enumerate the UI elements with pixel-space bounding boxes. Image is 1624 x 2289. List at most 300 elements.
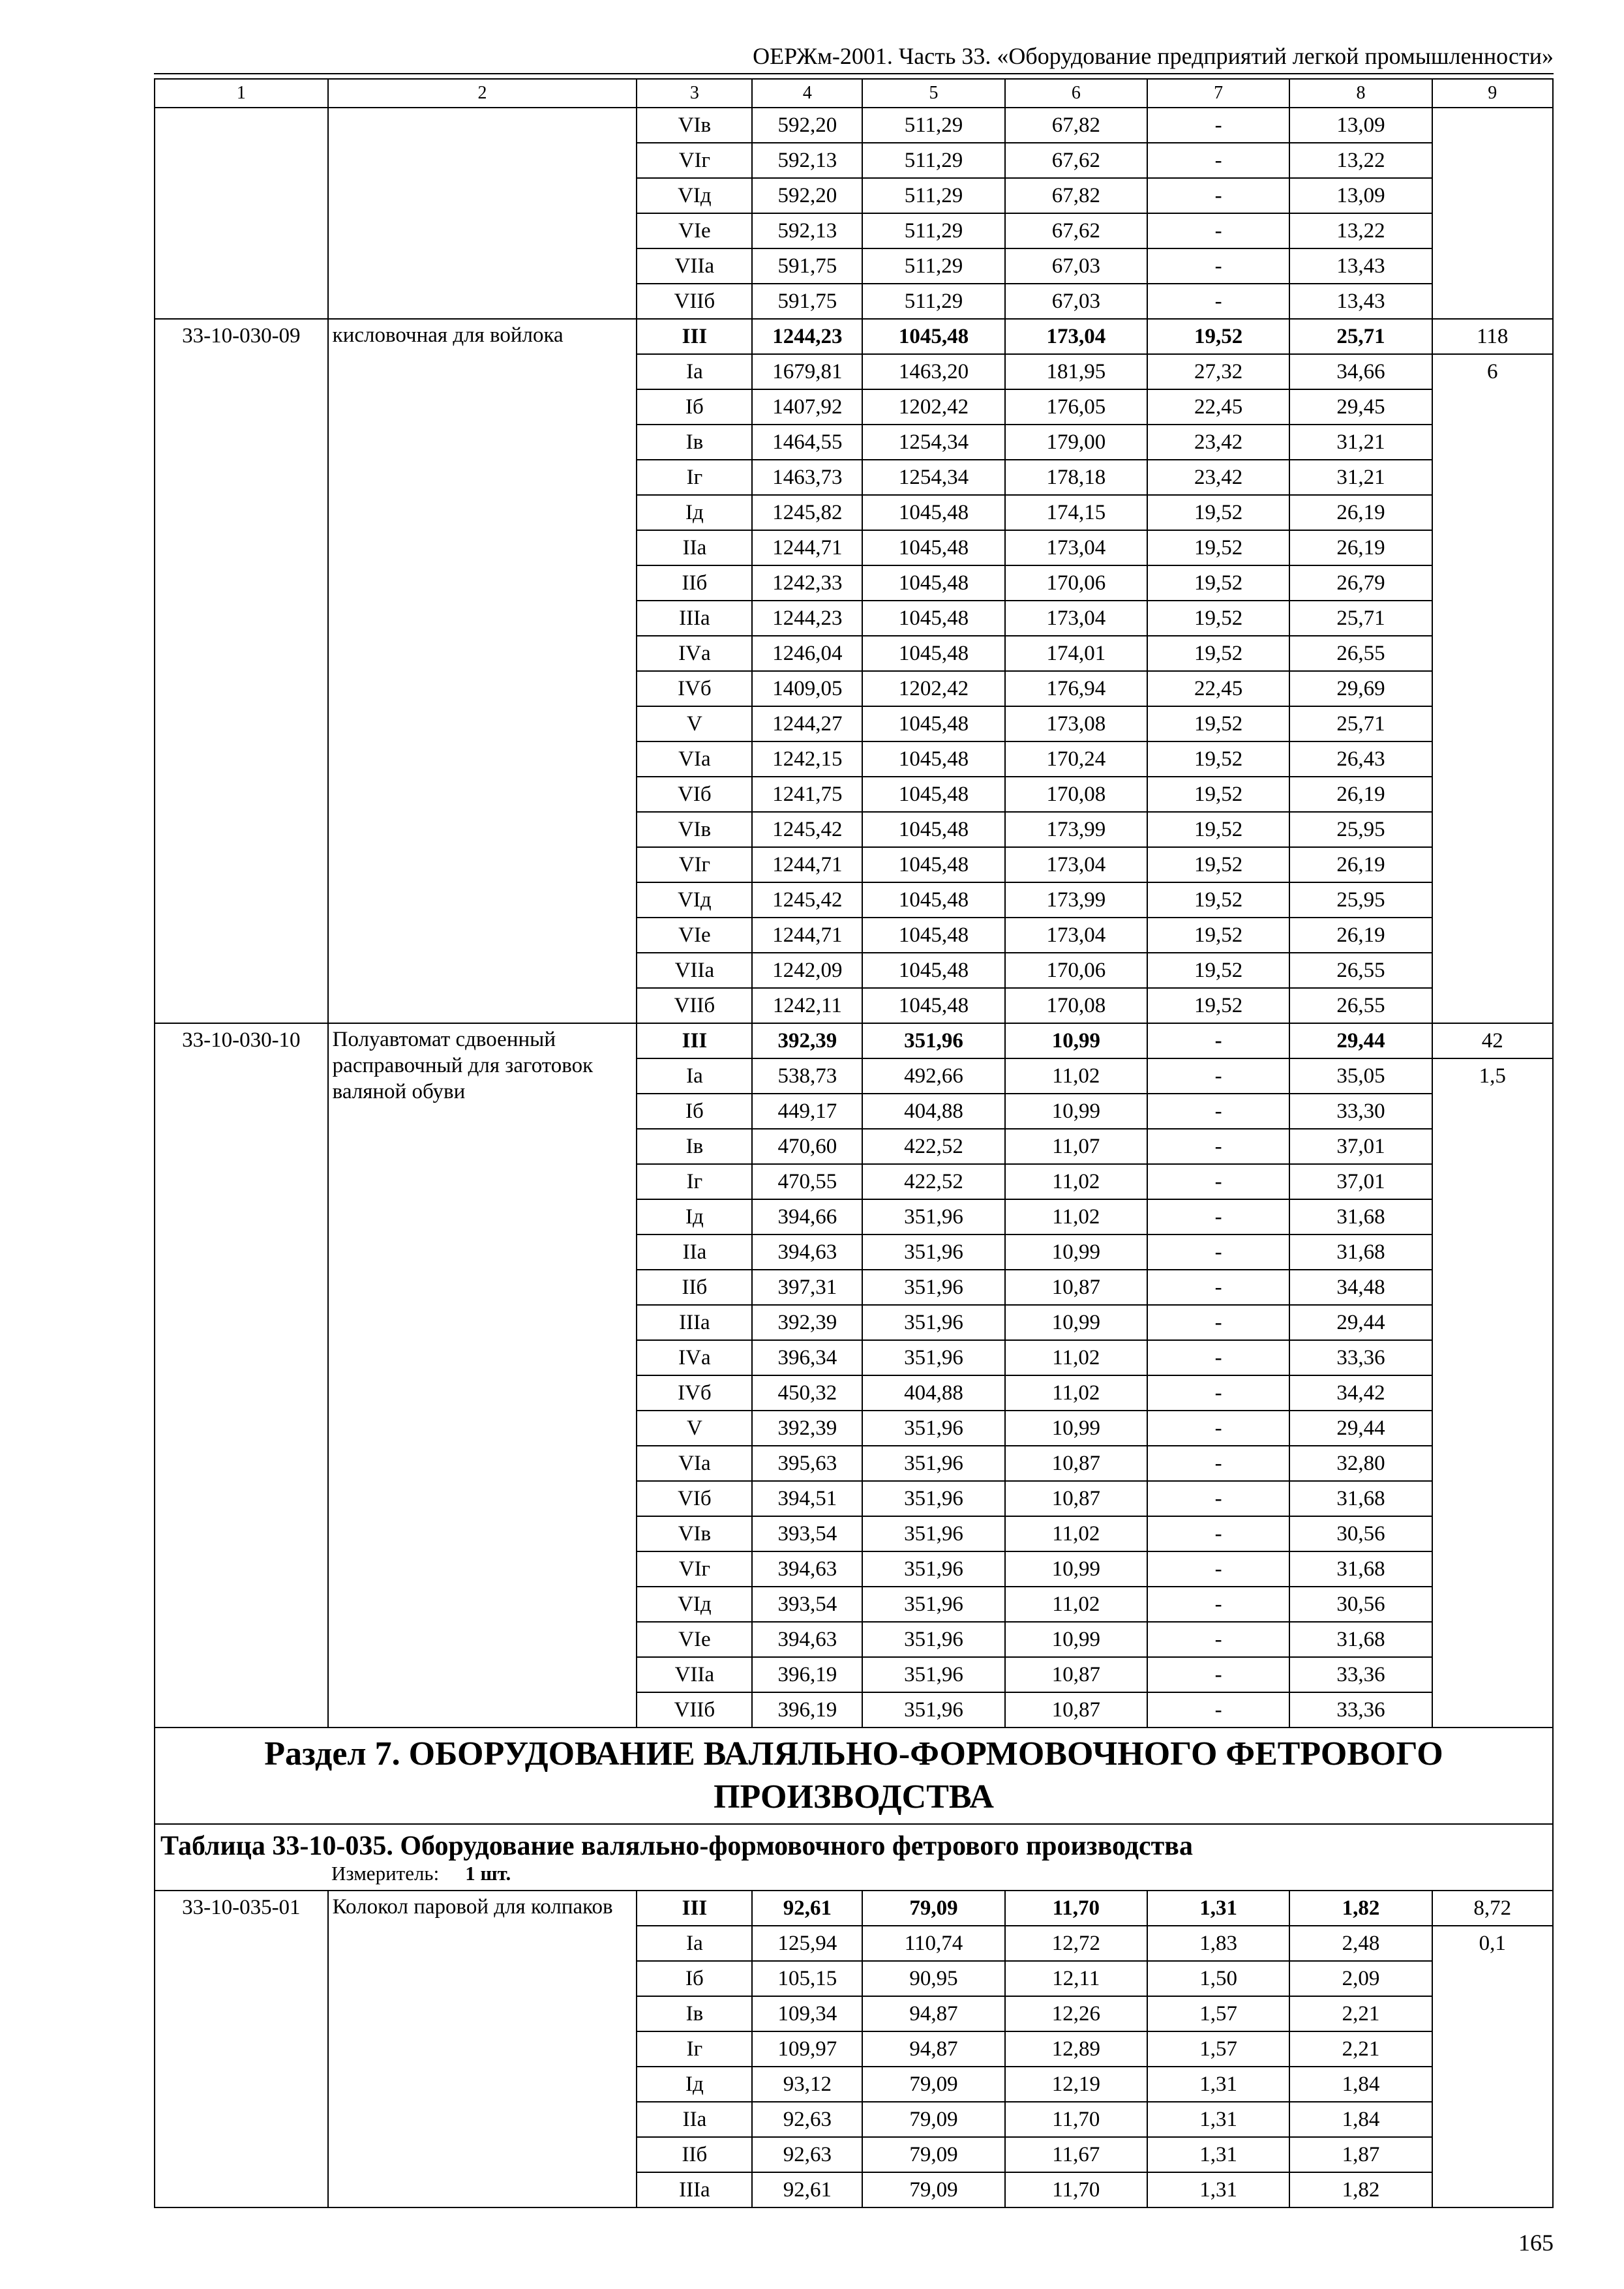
data-cell: 109,34 [752, 1996, 862, 2031]
data-cell: 37,01 [1289, 1164, 1432, 1199]
data-cell: 1045,48 [862, 741, 1004, 777]
data-cell: - [1147, 1270, 1289, 1305]
table-row [155, 1891, 1553, 1926]
data-cell: 93,12 [752, 2067, 862, 2102]
data-cell: Iа [637, 354, 752, 389]
data-cell: IIIа [637, 1305, 752, 1340]
data-cell: 10,99 [1005, 1551, 1147, 1587]
data-cell: 351,96 [862, 1516, 1004, 1551]
data-cell: V [637, 1411, 752, 1446]
data-cell: IIIа [637, 601, 752, 636]
data-cell: IIб [637, 565, 752, 601]
column-number: 1 [155, 79, 328, 108]
data-cell: 29,45 [1289, 389, 1432, 425]
data-cell: 1045,48 [862, 988, 1004, 1023]
data-cell: 422,52 [862, 1164, 1004, 1199]
data-cell: - [1147, 284, 1289, 319]
data-cell: 90,95 [862, 1961, 1004, 1996]
data-cell: 394,63 [752, 1234, 862, 1270]
data-cell: IIб [637, 1270, 752, 1305]
data-cell: 10,99 [1005, 1305, 1147, 1340]
data-cell: 31,21 [1289, 425, 1432, 460]
data-cell: 404,88 [862, 1375, 1004, 1411]
data-cell: 23,42 [1147, 425, 1289, 460]
data-cell: 173,08 [1005, 706, 1147, 741]
data-cell: 37,01 [1289, 1129, 1432, 1164]
data-cell: 19,52 [1147, 319, 1289, 354]
data-cell: 1463,20 [862, 354, 1004, 389]
data-cell: 92,61 [752, 2172, 862, 2207]
data-cell: 26,19 [1289, 530, 1432, 565]
data-cell: - [1147, 213, 1289, 248]
data-cell: 12,72 [1005, 1926, 1147, 1961]
data-cell: III [637, 319, 752, 354]
data-cell: - [1147, 1375, 1289, 1411]
data-cell: 351,96 [862, 1446, 1004, 1481]
running-header: ОЕРЖм-2001. Часть 33. «Оборудование предприятий легкой промышленности» [753, 43, 1554, 69]
data-cell: 396,19 [752, 1657, 862, 1692]
data-cell: 1045,48 [862, 847, 1004, 882]
data-cell: 351,96 [862, 1692, 1004, 1728]
data-cell: 450,32 [752, 1375, 862, 1411]
table-row [155, 1023, 1553, 1058]
data-cell: 79,09 [862, 2067, 1004, 2102]
data-cell: 19,52 [1147, 953, 1289, 988]
data-cell: 394,63 [752, 1551, 862, 1587]
column-number: 9 [1432, 79, 1553, 108]
data-cell: 1242,15 [752, 741, 862, 777]
data-cell: VIIб [637, 988, 752, 1023]
data-cell: 1045,48 [862, 636, 1004, 671]
data-cell: - [1147, 1023, 1289, 1058]
data-cell: 1,87 [1289, 2137, 1432, 2172]
data-cell: Iд [637, 495, 752, 530]
data-cell: 13,43 [1289, 248, 1432, 284]
data-cell: 33,36 [1289, 1692, 1432, 1728]
data-cell: 397,31 [752, 1270, 862, 1305]
data-cell: 1045,48 [862, 953, 1004, 988]
data-cell: 105,15 [752, 1961, 862, 1996]
data-cell: 351,96 [862, 1305, 1004, 1340]
data-cell: 178,18 [1005, 460, 1147, 495]
data-cell: 1045,48 [862, 918, 1004, 953]
data-cell: 170,06 [1005, 565, 1147, 601]
data-cell: 11,02 [1005, 1587, 1147, 1622]
data-cell: 422,52 [862, 1129, 1004, 1164]
data-cell: 1254,34 [862, 425, 1004, 460]
table-row [155, 319, 1553, 354]
data-cell: - [1147, 1587, 1289, 1622]
data-cell: 29,69 [1289, 671, 1432, 706]
data-cell: VIд [637, 178, 752, 213]
data-cell: - [1147, 178, 1289, 213]
data-cell: 392,39 [752, 1023, 862, 1058]
data-cell: 173,04 [1005, 319, 1147, 354]
data-cell: 538,73 [752, 1058, 862, 1094]
data-cell: 19,52 [1147, 495, 1289, 530]
data-cell: 173,99 [1005, 882, 1147, 918]
data-cell: 1246,04 [752, 636, 862, 671]
data-cell: 26,19 [1289, 777, 1432, 812]
data-cell: 19,52 [1147, 601, 1289, 636]
data-cell: - [1147, 1481, 1289, 1516]
data-cell: 351,96 [862, 1622, 1004, 1657]
unit-label: Измеритель: [331, 1862, 440, 1885]
data-cell: 31,68 [1289, 1199, 1432, 1234]
data-cell: 1242,09 [752, 953, 862, 988]
data-cell: 26,19 [1289, 918, 1432, 953]
data-cell: 1254,34 [862, 460, 1004, 495]
extra-cell: 118 [1432, 319, 1553, 354]
data-cell: - [1147, 1551, 1289, 1587]
data-cell: 30,56 [1289, 1516, 1432, 1551]
data-cell: 1464,55 [752, 425, 862, 460]
data-cell: VIв [637, 108, 752, 143]
data-cell: 1,57 [1147, 2031, 1289, 2067]
data-cell: 79,09 [862, 2172, 1004, 2207]
data-cell: 29,44 [1289, 1305, 1432, 1340]
data-cell: 125,94 [752, 1926, 862, 1961]
data-cell: 10,87 [1005, 1270, 1147, 1305]
data-cell: - [1147, 1094, 1289, 1129]
data-cell: 351,96 [862, 1657, 1004, 1692]
data-cell: VIг [637, 847, 752, 882]
data-cell: 10,87 [1005, 1657, 1147, 1692]
unit-value: 1 шт. [465, 1862, 511, 1885]
data-cell: 31,68 [1289, 1622, 1432, 1657]
data-cell: 30,56 [1289, 1587, 1432, 1622]
data-cell: - [1147, 1234, 1289, 1270]
data-cell: 351,96 [862, 1023, 1004, 1058]
column-number: 3 [637, 79, 752, 108]
item-code: 33-10-030-10 [155, 1023, 328, 1728]
data-cell: 11,70 [1005, 2172, 1147, 2207]
data-cell: 393,54 [752, 1587, 862, 1622]
data-cell: Iб [637, 389, 752, 425]
data-cell: 31,68 [1289, 1551, 1432, 1587]
data-cell: 1,31 [1147, 2172, 1289, 2207]
data-cell: 1679,81 [752, 354, 862, 389]
data-cell: 11,02 [1005, 1199, 1147, 1234]
data-cell: IVа [637, 636, 752, 671]
data-cell: 1045,48 [862, 319, 1004, 354]
data-cell: 11,07 [1005, 1129, 1147, 1164]
data-cell: 31,21 [1289, 460, 1432, 495]
data-cell: Iа [637, 1926, 752, 1961]
data-cell: 176,05 [1005, 389, 1147, 425]
data-cell: Iв [637, 1996, 752, 2031]
data-cell: 67,03 [1005, 248, 1147, 284]
data-cell: 94,87 [862, 2031, 1004, 2067]
data-cell: 1,84 [1289, 2067, 1432, 2102]
data-cell: 511,29 [862, 248, 1004, 284]
data-cell: - [1147, 1657, 1289, 1692]
data-cell: 19,52 [1147, 530, 1289, 565]
data-cell: Iб [637, 1094, 752, 1129]
data-cell: 19,52 [1147, 706, 1289, 741]
data-cell: 1245,42 [752, 882, 862, 918]
data-cell: 13,09 [1289, 108, 1432, 143]
data-cell: 19,52 [1147, 741, 1289, 777]
extra-cell: 42 [1432, 1023, 1553, 1058]
data-cell: 392,39 [752, 1411, 862, 1446]
table-row [155, 108, 1553, 143]
data-cell: Iа [637, 1058, 752, 1094]
data-cell: 1,31 [1147, 2067, 1289, 2102]
data-cell: 170,06 [1005, 953, 1147, 988]
data-cell: 27,32 [1147, 354, 1289, 389]
data-cell: 174,15 [1005, 495, 1147, 530]
data-cell: 26,19 [1289, 495, 1432, 530]
data-cell: 11,02 [1005, 1164, 1147, 1199]
data-cell: Iг [637, 1164, 752, 1199]
data-cell: Iд [637, 2067, 752, 2102]
data-cell: 173,04 [1005, 918, 1147, 953]
data-cell: 393,54 [752, 1516, 862, 1551]
data-cell: 10,99 [1005, 1023, 1147, 1058]
data-cell: 12,11 [1005, 1961, 1147, 1996]
data-cell: 1,50 [1147, 1961, 1289, 1996]
data-cell: 511,29 [862, 178, 1004, 213]
data-cell: 351,96 [862, 1411, 1004, 1446]
data-cell: 26,55 [1289, 953, 1432, 988]
data-cell: Iв [637, 425, 752, 460]
data-cell: 1244,27 [752, 706, 862, 741]
data-cell: VIб [637, 1481, 752, 1516]
column-number: 2 [328, 79, 637, 108]
extra-cell: 8,72 [1432, 1891, 1553, 1926]
data-cell: 19,52 [1147, 918, 1289, 953]
column-number: 8 [1289, 79, 1432, 108]
data-cell: 23,42 [1147, 460, 1289, 495]
data-cell: 511,29 [862, 143, 1004, 178]
data-cell: 1245,42 [752, 812, 862, 847]
data-cell: 511,29 [862, 213, 1004, 248]
data-cell: 1244,71 [752, 847, 862, 882]
data-cell: 11,02 [1005, 1340, 1147, 1375]
data-cell: 1,83 [1147, 1926, 1289, 1961]
data-cell: 351,96 [862, 1234, 1004, 1270]
data-cell: 26,55 [1289, 636, 1432, 671]
data-cell: - [1147, 248, 1289, 284]
data-cell: 19,52 [1147, 812, 1289, 847]
data-cell: VIIб [637, 284, 752, 319]
data-cell: 176,94 [1005, 671, 1147, 706]
data-cell: VIв [637, 1516, 752, 1551]
data-cell: 33,36 [1289, 1340, 1432, 1375]
data-cell: IIа [637, 2102, 752, 2137]
data-cell: - [1147, 1411, 1289, 1446]
data-cell: 1407,92 [752, 389, 862, 425]
data-cell: VIб [637, 777, 752, 812]
section-row [155, 1728, 1553, 1824]
extra-cell [1432, 108, 1553, 319]
data-cell: 1244,23 [752, 601, 862, 636]
data-cell: 35,05 [1289, 1058, 1432, 1094]
column-number: 4 [752, 79, 862, 108]
column-number: 6 [1005, 79, 1147, 108]
data-cell: 34,66 [1289, 354, 1432, 389]
data-cell: 1045,48 [862, 565, 1004, 601]
data-cell: - [1147, 1340, 1289, 1375]
data-cell: Iг [637, 460, 752, 495]
item-code: 33-10-030-09 [155, 319, 328, 1023]
data-cell: 19,52 [1147, 565, 1289, 601]
data-cell: 404,88 [862, 1094, 1004, 1129]
data-cell: 173,04 [1005, 530, 1147, 565]
data-cell: III [637, 1023, 752, 1058]
extra-cell: 0,1 [1432, 1926, 1553, 2207]
data-cell: 25,95 [1289, 812, 1432, 847]
data-cell: 67,82 [1005, 178, 1147, 213]
extra-cell: 1,5 [1432, 1058, 1553, 1728]
data-cell: VIе [637, 213, 752, 248]
data-cell: 173,99 [1005, 812, 1147, 847]
data-cell: 25,71 [1289, 706, 1432, 741]
data-cell: 351,96 [862, 1199, 1004, 1234]
data-cell: 351,96 [862, 1270, 1004, 1305]
data-cell: 394,66 [752, 1199, 862, 1234]
data-cell: 351,96 [862, 1587, 1004, 1622]
data-cell: - [1147, 1622, 1289, 1657]
data-cell: IVб [637, 1375, 752, 1411]
data-cell: - [1147, 1305, 1289, 1340]
column-number-row [155, 79, 1553, 108]
data-cell: - [1147, 1516, 1289, 1551]
data-cell: 33,30 [1289, 1094, 1432, 1129]
data-cell: 449,17 [752, 1094, 862, 1129]
data-cell: VIа [637, 741, 752, 777]
data-cell: 13,43 [1289, 284, 1432, 319]
data-cell: Iд [637, 1199, 752, 1234]
data-cell: 10,87 [1005, 1481, 1147, 1516]
data-cell: 32,80 [1289, 1446, 1432, 1481]
data-cell: 92,63 [752, 2102, 862, 2137]
data-cell: 592,20 [752, 108, 862, 143]
data-cell: 395,63 [752, 1446, 862, 1481]
data-cell: 10,99 [1005, 1094, 1147, 1129]
data-cell: - [1147, 143, 1289, 178]
data-cell: IIIа [637, 2172, 752, 2207]
table-body [155, 79, 1553, 2207]
data-cell: IIа [637, 530, 752, 565]
data-cell: Iг [637, 2031, 752, 2067]
column-number: 7 [1147, 79, 1289, 108]
data-cell: VIIб [637, 1692, 752, 1728]
data-cell: 592,20 [752, 178, 862, 213]
data-cell: VIг [637, 143, 752, 178]
data-cell: 19,52 [1147, 777, 1289, 812]
data-cell: 79,09 [862, 2102, 1004, 2137]
data-cell: 511,29 [862, 108, 1004, 143]
data-cell: 1244,71 [752, 918, 862, 953]
data-cell: Iв [637, 1129, 752, 1164]
data-cell: 10,99 [1005, 1622, 1147, 1657]
unit-line [160, 1863, 1547, 1885]
data-cell: 34,42 [1289, 1375, 1432, 1411]
data-cell: - [1147, 1199, 1289, 1234]
data-cell: 12,26 [1005, 1996, 1147, 2031]
data-cell: 396,34 [752, 1340, 862, 1375]
data-cell: 19,52 [1147, 882, 1289, 918]
data-cell: 492,66 [862, 1058, 1004, 1094]
data-cell: 11,67 [1005, 2137, 1147, 2172]
page-number: 165 [1518, 2230, 1554, 2256]
data-cell: 34,48 [1289, 1270, 1432, 1305]
data-cell: 1045,48 [862, 495, 1004, 530]
item-name: Колокол паровой для колпаков [328, 1891, 637, 2207]
data-cell: 1045,48 [862, 530, 1004, 565]
data-cell: 19,52 [1147, 847, 1289, 882]
data-cell: 1,31 [1147, 1891, 1289, 1926]
data-cell: 1202,42 [862, 671, 1004, 706]
data-cell: 29,44 [1289, 1023, 1432, 1058]
data-cell: IIб [637, 2137, 752, 2172]
data-cell: 1242,11 [752, 988, 862, 1023]
data-cell: 170,24 [1005, 741, 1147, 777]
data-cell: 25,71 [1289, 319, 1432, 354]
data-cell: VIIа [637, 953, 752, 988]
data-cell: 10,87 [1005, 1692, 1147, 1728]
data-cell: 26,19 [1289, 847, 1432, 882]
data-cell: 1,82 [1289, 1891, 1432, 1926]
data-cell: 94,87 [862, 1996, 1004, 2031]
data-cell: 26,79 [1289, 565, 1432, 601]
data-cell: 591,75 [752, 248, 862, 284]
data-cell: 592,13 [752, 213, 862, 248]
data-cell: VIд [637, 882, 752, 918]
data-cell: 470,60 [752, 1129, 862, 1164]
data-cell: 79,09 [862, 1891, 1004, 1926]
data-cell: 181,95 [1005, 354, 1147, 389]
data-cell: 170,08 [1005, 988, 1147, 1023]
data-cell: 396,19 [752, 1692, 862, 1728]
data-cell: 1045,48 [862, 706, 1004, 741]
data-cell: 10,87 [1005, 1446, 1147, 1481]
table-caption [155, 1824, 1553, 1891]
data-cell: 1045,48 [862, 601, 1004, 636]
data-cell: 19,52 [1147, 988, 1289, 1023]
data-cell: 592,13 [752, 143, 862, 178]
data-cell: VIа [637, 1446, 752, 1481]
data-cell: 92,61 [752, 1891, 862, 1926]
data-cell: 25,71 [1289, 601, 1432, 636]
table-title: Таблица 33-10-035. Оборудование валяльно-формовочного фетрового производства [160, 1831, 1193, 1861]
data-cell: VIIа [637, 248, 752, 284]
data-cell: 170,08 [1005, 777, 1147, 812]
data-cell: VIе [637, 1622, 752, 1657]
data-cell: 1463,73 [752, 460, 862, 495]
data-cell: 2,48 [1289, 1926, 1432, 1961]
data-cell: 1241,75 [752, 777, 862, 812]
item-name [328, 108, 637, 319]
data-cell: 67,62 [1005, 213, 1147, 248]
data-cell: 26,43 [1289, 741, 1432, 777]
data-cell: 1,84 [1289, 2102, 1432, 2137]
data-cell: 11,02 [1005, 1058, 1147, 1094]
item-name: Полуавтомат сдвоенный расправочный для заготовок валяной обуви [328, 1023, 637, 1728]
data-cell: 351,96 [862, 1340, 1004, 1375]
data-cell: 110,74 [862, 1926, 1004, 1961]
data-cell: 511,29 [862, 284, 1004, 319]
data-cell: 92,63 [752, 2137, 862, 2172]
data-cell: - [1147, 1446, 1289, 1481]
data-cell: 10,99 [1005, 1234, 1147, 1270]
data-cell: VIIа [637, 1657, 752, 1692]
data-cell: 1242,33 [752, 565, 862, 601]
data-cell: 33,36 [1289, 1657, 1432, 1692]
data-cell: 1409,05 [752, 671, 862, 706]
